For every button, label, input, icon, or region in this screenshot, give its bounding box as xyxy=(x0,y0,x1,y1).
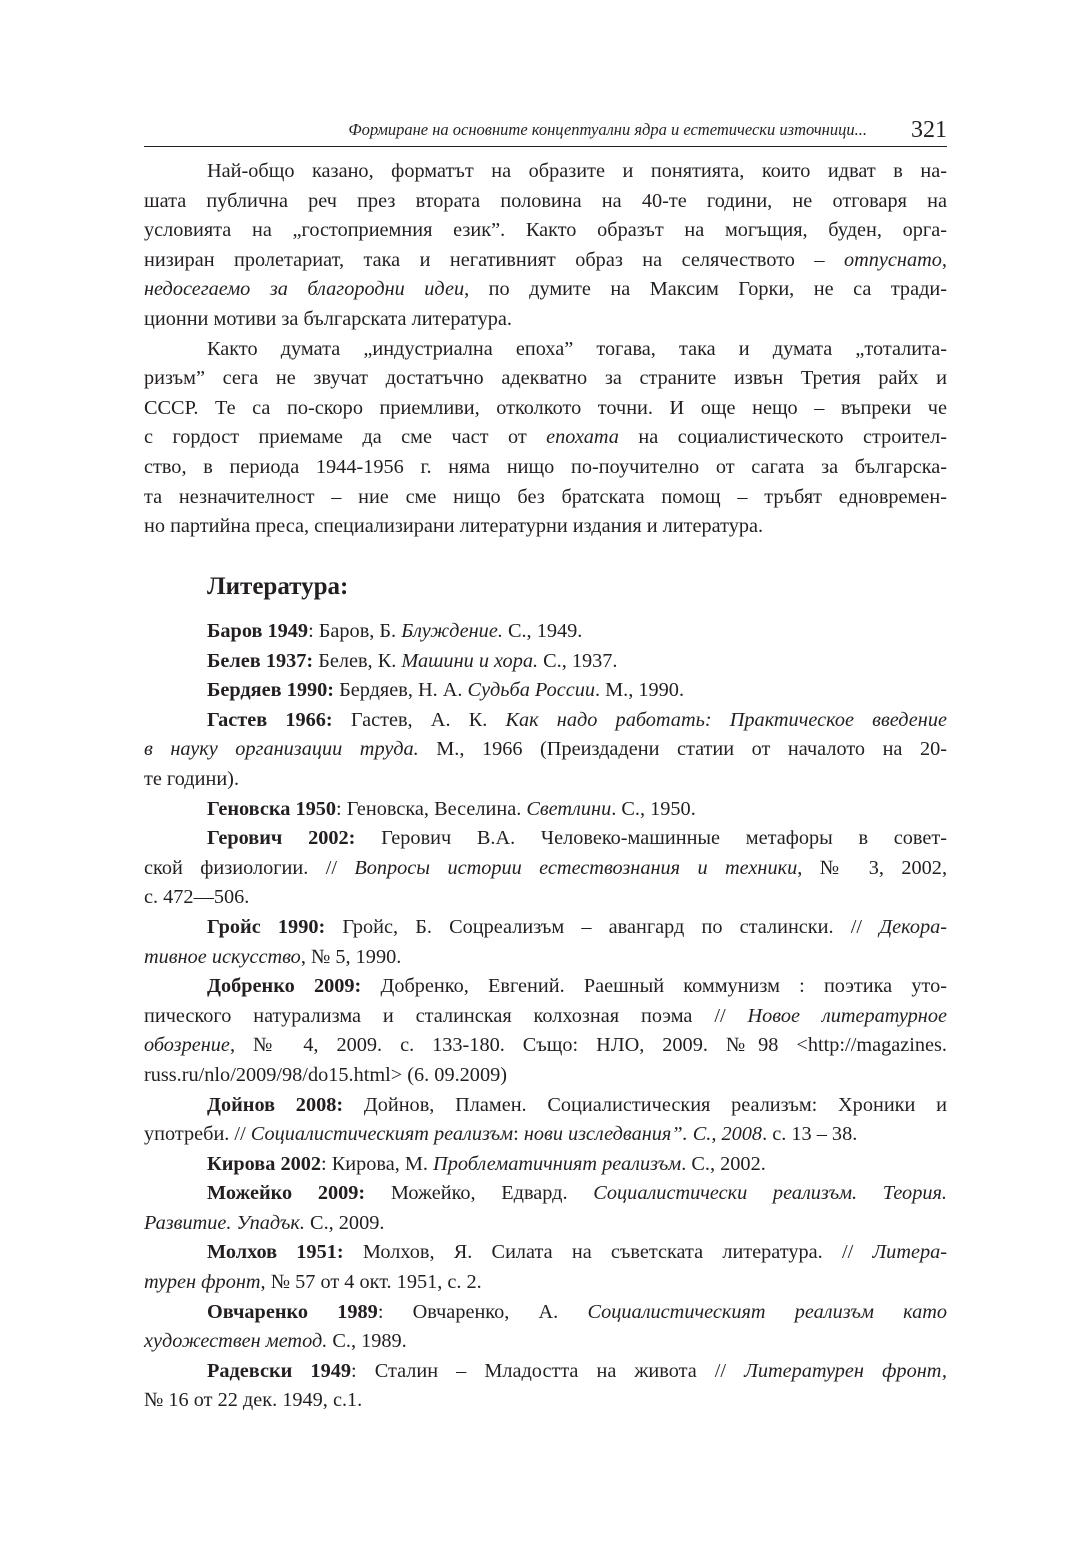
italic-text: тивное искусство xyxy=(144,945,301,968)
text-run: М., 1966 (Преиздадени статии от началото на 20- xyxy=(418,738,947,761)
text-run: . С., 2002. xyxy=(681,1152,766,1175)
reference-entry xyxy=(144,617,947,647)
reference-key: Кирова 2002 xyxy=(207,1152,322,1175)
italic-text: недосегаемо за благородни идеи xyxy=(144,278,465,301)
text-line xyxy=(144,512,947,542)
text-line xyxy=(144,187,947,217)
reference-key: Молхов 1951: xyxy=(207,1241,344,1264)
text-run: : xyxy=(513,1123,524,1146)
text-run: ционни мотиви за българската литература. xyxy=(144,307,512,330)
text-line xyxy=(144,617,947,647)
text-run: Както думата „индустриална епоха” тогава, така и думата „тоталита- xyxy=(207,337,947,360)
text-line xyxy=(144,216,947,246)
text-line xyxy=(144,1150,947,1180)
text-line xyxy=(144,854,947,884)
text-run: Белев, К. xyxy=(313,649,402,672)
text-run: , по думите на Максим Горки, не са тради- xyxy=(464,278,947,301)
text-line xyxy=(144,157,947,187)
body-text xyxy=(144,157,947,542)
text-line xyxy=(144,765,947,795)
reference-entry xyxy=(144,1179,947,1238)
text-line xyxy=(144,246,947,276)
italic-text: Литературен фронт, xyxy=(744,1359,948,1382)
text-run: Добренко, Евгений. Раешный коммунизм : поэтика уто- xyxy=(361,975,947,998)
reference-entry xyxy=(144,676,947,706)
italic-text: Литера- xyxy=(872,1241,947,1264)
text-run: . М., 1990. xyxy=(595,679,685,702)
text-run: Герович В.А. Человеко-машинные метафоры в совет- xyxy=(355,827,947,850)
reference-key: Бердяев 1990: xyxy=(207,679,334,702)
text-run: те години). xyxy=(144,767,240,790)
reference-key: Белев 1937: xyxy=(207,649,314,672)
text-line xyxy=(144,1209,947,1239)
text-run: : Геновска, Веселина. xyxy=(336,797,527,820)
text-run: Можейко, Едвард. xyxy=(365,1182,594,1205)
italic-text: Новое литературное xyxy=(747,1004,948,1027)
text-run: употреби. // xyxy=(144,1123,251,1146)
reference-key: Баров 1949 xyxy=(207,620,309,642)
text-line xyxy=(144,1120,947,1150)
text-run: С., 1949. xyxy=(502,620,583,642)
text-line xyxy=(144,1386,947,1416)
text-line xyxy=(144,647,947,677)
text-run: на социалистическото строител- xyxy=(618,426,948,449)
text-run: ской физиологии. // xyxy=(144,856,355,879)
text-line xyxy=(144,394,947,424)
text-run: , № 4, 2009. с. 133-180. Също: НЛО, 2009. №98 <http://magazines. xyxy=(229,1034,947,1057)
italic-text: Судьба России xyxy=(467,679,595,702)
text-run: с гордост приемаме да сме част от xyxy=(144,426,547,449)
text-run: Гройс, Б. Соцреализъм – авангард по сталински. // xyxy=(325,915,880,938)
text-run: ризъм” сега не звучат достатъчно адекватно за страните извън Третия райх и xyxy=(144,367,947,390)
reference-entry xyxy=(144,972,947,1090)
italic-text: Проблематичният реализъм xyxy=(433,1152,682,1175)
italic-text: художествен метод. xyxy=(144,1330,328,1353)
reference-key: Дойнов 2008: xyxy=(207,1093,344,1116)
italic-text: епохата xyxy=(546,426,619,449)
text-run: С., 1937. xyxy=(538,649,618,672)
text-run: низиран пролетариат, така и негативният образ на селячеството – xyxy=(144,248,844,271)
text-run: пического натурализма и сталинская колхозная поэма // xyxy=(144,1004,748,1027)
references-list xyxy=(144,617,947,1416)
italic-text: Машини и хора. xyxy=(401,649,539,672)
references-heading: Литература: xyxy=(207,573,349,600)
reference-entry xyxy=(144,1091,947,1150)
text-line xyxy=(144,1357,947,1387)
reference-entry xyxy=(144,1238,947,1297)
text-line xyxy=(144,706,947,736)
text-run: шата публична реч през втората половина на 40-те години, не отговаря на xyxy=(144,189,947,212)
reference-key: Гройс 1990: xyxy=(207,915,326,938)
reference-entry xyxy=(144,824,947,913)
text-line xyxy=(144,883,947,913)
text-run: : Сталин – Младостта на живота // xyxy=(351,1359,745,1382)
italic-text: Светлини xyxy=(526,797,612,820)
text-run: Молхов, Я. Силата на съветската литература. // xyxy=(343,1241,873,1264)
text-run: : Овчаренко, А. xyxy=(377,1300,588,1323)
italic-text: нови изследвания”. С., 2008 xyxy=(523,1123,763,1146)
text-run: . с. 13 – 38. xyxy=(762,1123,858,1146)
reference-entry xyxy=(144,1357,947,1416)
text-run: СССР. Те са по-скоро приемливи, отколкото точни. И още нещо – въпреки че xyxy=(144,396,947,419)
text-line xyxy=(144,305,947,335)
page-header xyxy=(144,112,947,147)
text-line xyxy=(144,972,947,1002)
text-run: условията на „гостоприемния език”. Както образът на могъщия, буден, орга- xyxy=(144,219,947,242)
reference-key: Добренко 2009: xyxy=(207,975,362,998)
text-run: С., 2009. xyxy=(304,1211,385,1234)
text-run: та незначителност – ние сме нищо без братската помощ – тръбят едновремен- xyxy=(144,485,947,508)
text-line xyxy=(144,335,947,365)
reference-key: Гастев 1966: xyxy=(207,708,333,731)
text-line xyxy=(144,423,947,453)
italic-text: турен фронт xyxy=(144,1271,261,1294)
text-line xyxy=(144,1179,947,1209)
text-line xyxy=(144,1061,947,1091)
italic-text: Социалистически реализъм. Теория. xyxy=(593,1182,947,1205)
text-line xyxy=(144,1091,947,1121)
italic-text: Социалистическият реализъм xyxy=(250,1123,514,1146)
reference-key: Геновска 1950 xyxy=(207,797,337,820)
text-run: , № 5, 1990. xyxy=(300,945,402,968)
text-run: : Баров, Б. xyxy=(308,620,402,642)
reference-entry xyxy=(144,795,947,825)
italic-text: Социалистическият реализъм като xyxy=(587,1300,948,1323)
italic-text: Вопросы истории естествознания и техники xyxy=(354,856,798,879)
paragraph xyxy=(144,157,947,335)
text-line xyxy=(144,913,947,943)
text-line xyxy=(144,824,947,854)
text-run: , № 3, 2002, xyxy=(797,856,948,879)
text-line xyxy=(144,483,947,513)
text-run: , № 57 от 4 окт. 1951, с. 2. xyxy=(260,1271,482,1294)
text-run: но партийна преса, специализирани литературни издания и литература. xyxy=(144,515,764,538)
italic-text: Развитие. Упадък. xyxy=(144,1211,305,1234)
text-line xyxy=(144,1298,947,1328)
reference-key: Можейко 2009: xyxy=(207,1182,366,1205)
reference-key: Герович 2002: xyxy=(207,827,356,850)
reference-entry xyxy=(144,706,947,795)
text-line xyxy=(144,1031,947,1061)
text-line xyxy=(144,275,947,305)
reference-key: Овчаренко 1989 xyxy=(207,1300,378,1323)
text-line xyxy=(144,676,947,706)
italic-text: Декора- xyxy=(879,915,947,938)
text-line xyxy=(144,943,947,973)
text-line xyxy=(144,1268,947,1298)
text-line xyxy=(144,795,947,825)
reference-key: Радевски 1949 xyxy=(207,1359,351,1382)
text-run: : Кирова, М. xyxy=(321,1152,434,1175)
reference-entry xyxy=(144,647,947,677)
text-run: Най-общо казано, форматът на образите и понятията, които идват в на- xyxy=(207,160,947,182)
text-run: С., 1989. xyxy=(327,1330,407,1353)
italic-text: обозрение xyxy=(144,1034,230,1057)
text-run: с. 472—506. xyxy=(144,886,250,909)
text-run: ство, в периода 1944-1956 г. няма нищо по-поучително от сагата за българска- xyxy=(144,455,947,478)
page-number: 321 xyxy=(911,117,947,143)
text-line xyxy=(144,735,947,765)
text-line xyxy=(144,1327,947,1357)
reference-entry xyxy=(144,1298,947,1357)
text-run: Дойнов, Пламен. Социалистическия реализъм: Хроники и xyxy=(343,1093,947,1116)
text-line xyxy=(144,364,947,394)
text-run: . С., 1950. xyxy=(611,797,696,820)
reference-entry xyxy=(144,1150,947,1180)
paragraph xyxy=(144,335,947,542)
text-run: Бердяев, Н. А. xyxy=(334,679,468,702)
text-line xyxy=(144,1002,947,1032)
text-run: № 16 от 22 дек. 1949, с.1. xyxy=(144,1389,363,1412)
italic-text: Блуждение. xyxy=(401,620,503,642)
text-line xyxy=(144,453,947,483)
reference-entry xyxy=(144,913,947,972)
italic-text: в науку организации труда. xyxy=(144,738,419,761)
text-line xyxy=(144,1238,947,1268)
italic-text: отпуснато, xyxy=(844,248,947,271)
text-run: russ.ru/nlo/2009/98/do15.html> (6. 09.2009) xyxy=(144,1063,507,1086)
text-run: Гастев, А. К. xyxy=(332,708,506,731)
italic-text: Как надо работать: Практическое введение xyxy=(505,708,947,731)
running-title: Формиране на основните концептуални ядра и естетически източници... xyxy=(348,120,867,139)
